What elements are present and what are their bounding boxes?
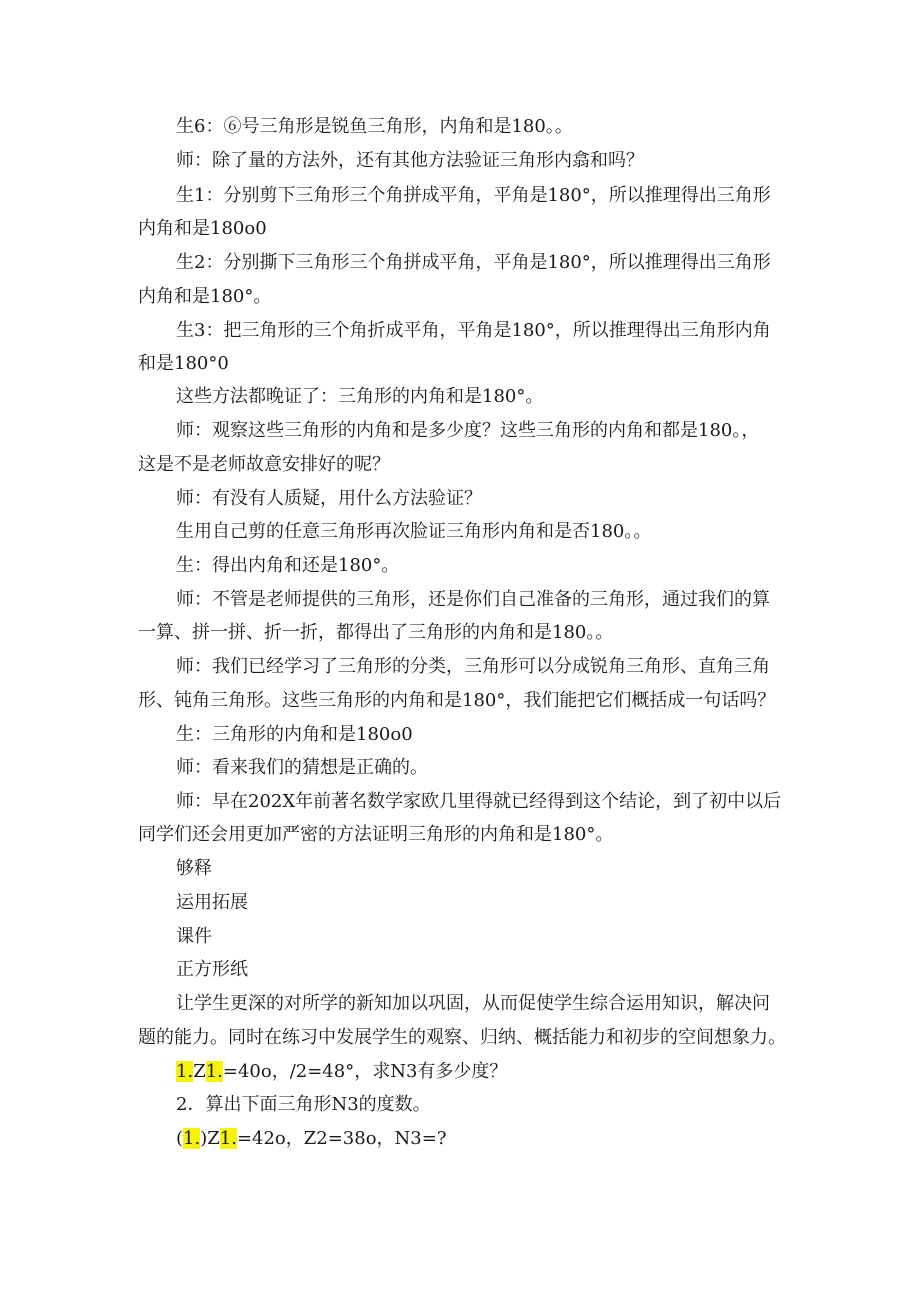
paragraph: 师：看来我们的猜想是正确的。 bbox=[176, 757, 428, 778]
paragraph: 一算、拼一拼、折一折，都得出了三角形的内角和是180。。 bbox=[138, 622, 614, 643]
paragraph: 这些方法都晚证了：三角形的内角和是180°。 bbox=[176, 386, 544, 407]
exercise-2: 2．算出下面三角形N3的度数。 bbox=[176, 1094, 431, 1115]
table-cell: 够释 bbox=[176, 858, 212, 879]
paragraph: 生2：分别撕下三角形三个角拼成平角，平角是180°，所以推理得出三角形 bbox=[176, 252, 771, 273]
paragraph: 师：除了量的方法外，还有其他方法验证三角形内翕和吗？ bbox=[176, 150, 644, 171]
paragraph: 内角和是180°。 bbox=[138, 286, 272, 307]
paragraph: 生用自己剪的任意三角形再次脸证三角形内角和是否180。。 bbox=[176, 521, 652, 542]
paragraph: 师：观察这些三角形的内角和是多少度？这些三角形的内角和都是180。， bbox=[176, 420, 760, 441]
table-cell: 运用拓展 bbox=[176, 892, 248, 913]
paragraph: 生：得出内角和还是180°。 bbox=[176, 555, 400, 576]
paragraph: 生：三角形的内角和是180o0 bbox=[176, 724, 413, 745]
paragraph: 同学们还会用更加严密的方法证明三角形的内角和是180°。 bbox=[138, 824, 614, 845]
paragraph: 师：有没有人质疑，用什么方法验证？ bbox=[176, 488, 482, 509]
paragraph: 生3：把三角形的三个角折成平角，平角是180°，所以推理得出三角形内角 bbox=[176, 320, 771, 341]
exercise-2-1: (1.)Z1.=42o，Z2=38o，N3=? bbox=[176, 1128, 447, 1149]
highlight: 1. bbox=[183, 1128, 201, 1149]
paragraph: 让学生更深的对所学的新知加以巩固，从而促使学生综合运用知识，解决问 bbox=[176, 993, 770, 1014]
paragraph: 和是180°0 bbox=[138, 353, 229, 374]
table-cell: 正方形纸 bbox=[176, 959, 248, 980]
paragraph: 师：我们已经学习了三角形的分类，三角形可以分成锐角三角形、直角三角 bbox=[176, 656, 770, 677]
highlight: 1. bbox=[219, 1128, 237, 1149]
highlight: 1. bbox=[176, 1061, 194, 1082]
paragraph: 形、钝角三角形。这些三角形的内角和是180°，我们能把它们概括成一句话吗？ bbox=[138, 690, 776, 711]
paragraph: 题的能力。同时在练习中发展学生的观察、归纳、概括能力和初步的空间想象力。 bbox=[138, 1027, 786, 1048]
paragraph: 师：早在202X年前著名数学家欧几里得就已经得到这个结论，到了初中以后 bbox=[176, 791, 782, 812]
paragraph: 这是不是老师故意安排好的呢？ bbox=[138, 454, 390, 475]
exercise-1: 1.Z1.=40o，/2=48°，求N3有多少度？ bbox=[176, 1061, 508, 1082]
table-cell: 课件 bbox=[176, 926, 212, 947]
paragraph: 生1：分别剪下三角形三个角拼成平角，平角是180°，所以推理得出三角形 bbox=[176, 185, 771, 206]
paragraph: 生6：⑥号三角形是锐鱼三角形，内角和是180。。 bbox=[176, 116, 573, 137]
paragraph: 师：不管是老师提供的三角形，还是你们自己准备的三角形，通过我们的算 bbox=[176, 589, 770, 610]
highlight: 1. bbox=[205, 1061, 223, 1082]
paragraph: 内角和是180o0 bbox=[138, 218, 267, 239]
